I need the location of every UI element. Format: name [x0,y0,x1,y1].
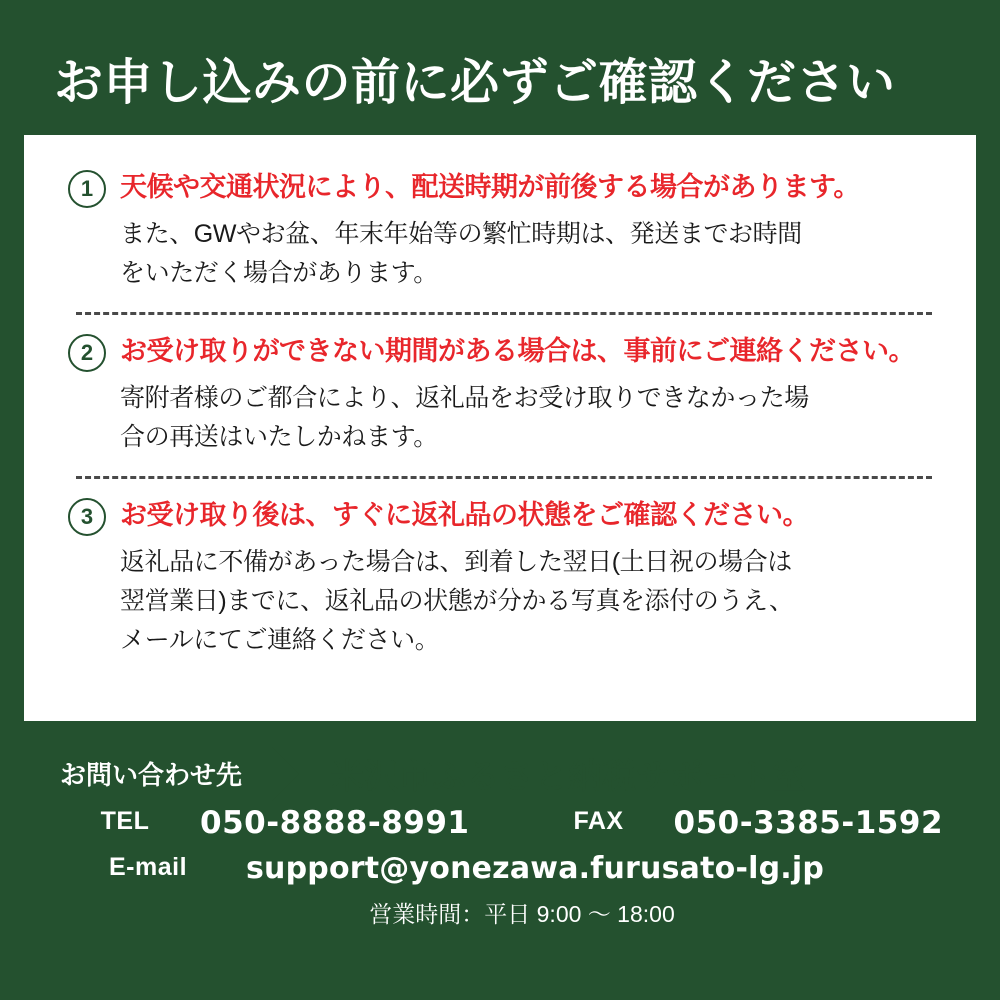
fax-label: FAX [542,805,656,840]
contact-footer [24,721,976,929]
notice-number-badge: 2 [68,334,106,372]
email-value[interactable]: support@yonezawa.furusato-lg.jp [246,850,825,886]
notice-item-2 [68,333,932,456]
notice-item-3 [68,497,932,659]
contact-header-bar [24,743,976,805]
contact-department: 米沢市ふるさと納税サポート室 [330,758,807,797]
notice-heading: お受け取りができない期間がある場合は、事前にご連絡ください。 [120,335,915,366]
notice-heading-row [68,497,932,536]
notice-body-line: メールにてご連絡ください。 [120,625,440,654]
notice-body-line: をいただく場合があります。 [120,258,438,287]
tel-value[interactable]: 050-8888-8991 [200,804,470,841]
notice-heading: 天候や交通状況により、配送時期が前後する場合があります。 [120,171,860,202]
contact-details [24,805,976,929]
notice-card [24,135,976,721]
fax-value: 050-3385-1592 [673,804,944,841]
notice-body-line: 返礼品に不備があった場合は、到着した翌日(土日祝の場合は [120,547,792,576]
divider [76,312,932,315]
notice-heading-row [68,333,932,372]
contact-row-phone [68,805,976,841]
notice-number-badge: 1 [68,170,106,208]
notice-number-badge: 3 [68,498,106,536]
notice-item-1 [68,169,932,292]
notice-heading-row [68,169,932,208]
contact-row-email [68,851,976,886]
contact-tag-label: お問い合わせ先 [24,747,272,801]
notice-body-line: 寄附者様のご都合により、返礼品をお受け取りできなかった場 [120,383,809,412]
notice-body-line: 合の再送はいたしかねます。 [120,422,438,451]
notice-body-line: 翌営業日)までに、返礼品の状態が分かる写真を添付のうえ、 [120,586,794,615]
divider [76,476,932,479]
business-hours: 営業時間：平日 9:00 〜 18:00 [369,900,675,927]
tel-label: TEL [68,805,182,840]
notice-body-line: また、GWやお盆、年末年始等の繁忙時期は、発送までお時間 [120,219,802,248]
email-label: E-mail [68,851,228,886]
notice-heading: お受け取り後は、すぐに返礼品の状態をご確認ください。 [120,499,809,530]
page-title: お申し込みの前に必ずご確認ください [54,56,896,110]
